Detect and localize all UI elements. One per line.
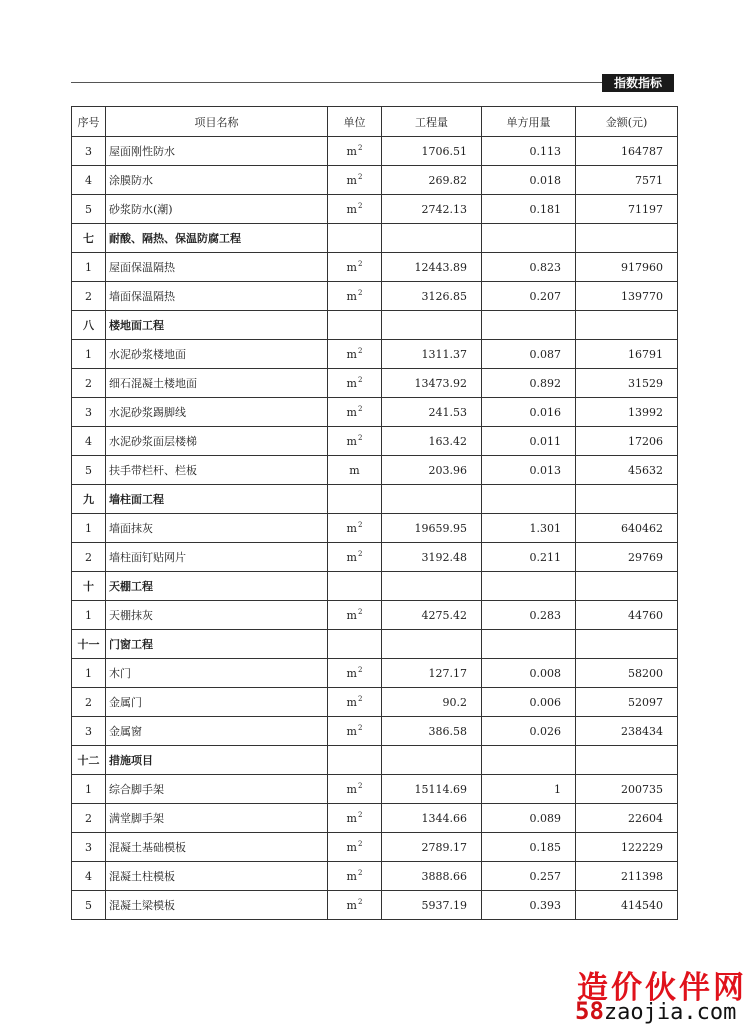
table-row bbox=[72, 804, 678, 833]
row-seq: 2 bbox=[72, 804, 106, 833]
unit-symbol: m bbox=[346, 812, 357, 825]
row-unit-usage: 0.087 bbox=[482, 340, 576, 369]
row-unit-usage: 0.006 bbox=[482, 688, 576, 717]
row-unit bbox=[328, 427, 382, 456]
row-seq: 5 bbox=[72, 891, 106, 920]
empty-cell bbox=[482, 224, 576, 253]
row-item-name: 混凝土梁模板 bbox=[106, 891, 328, 920]
unit-exponent: 2 bbox=[357, 144, 363, 152]
row-unit bbox=[328, 340, 382, 369]
section-title: 墙柱面工程 bbox=[106, 485, 328, 514]
row-amount: 22604 bbox=[576, 804, 678, 833]
unit-symbol: m bbox=[346, 841, 357, 854]
row-item-name: 木门 bbox=[106, 659, 328, 688]
table-row bbox=[72, 891, 678, 920]
header-rule bbox=[71, 82, 674, 83]
watermark-url bbox=[575, 997, 736, 1025]
row-unit-usage: 0.016 bbox=[482, 398, 576, 427]
row-seq: 3 bbox=[72, 717, 106, 746]
empty-cell bbox=[382, 485, 482, 514]
row-unit bbox=[328, 804, 382, 833]
table-row bbox=[72, 862, 678, 891]
empty-cell bbox=[482, 630, 576, 659]
empty-cell bbox=[328, 746, 382, 775]
row-item-name: 涂膜防水 bbox=[106, 166, 328, 195]
row-item-name: 综合脚手架 bbox=[106, 775, 328, 804]
row-quantity: 127.17 bbox=[382, 659, 482, 688]
row-quantity: 386.58 bbox=[382, 717, 482, 746]
row-unit-usage: 0.207 bbox=[482, 282, 576, 311]
row-seq: 2 bbox=[72, 369, 106, 398]
empty-cell bbox=[328, 572, 382, 601]
row-item-name: 墙柱面钉贴网片 bbox=[106, 543, 328, 572]
row-unit-usage: 0.011 bbox=[482, 427, 576, 456]
empty-cell bbox=[328, 224, 382, 253]
row-unit bbox=[328, 137, 382, 166]
row-unit-usage: 0.008 bbox=[482, 659, 576, 688]
section-row bbox=[72, 572, 678, 601]
section-row bbox=[72, 311, 678, 340]
empty-cell bbox=[482, 572, 576, 601]
col-header-unit-usage: 单方用量 bbox=[482, 107, 576, 137]
row-amount: 414540 bbox=[576, 891, 678, 920]
row-unit-usage: 0.892 bbox=[482, 369, 576, 398]
row-amount: 16791 bbox=[576, 340, 678, 369]
section-number: 九 bbox=[72, 485, 106, 514]
unit-symbol: m bbox=[346, 145, 357, 158]
section-number: 十 bbox=[72, 572, 106, 601]
row-item-name: 屋面刚性防水 bbox=[106, 137, 328, 166]
row-quantity: 3126.85 bbox=[382, 282, 482, 311]
row-amount: 211398 bbox=[576, 862, 678, 891]
unit-symbol: m bbox=[346, 551, 357, 564]
row-unit-usage: 0.013 bbox=[482, 456, 576, 485]
row-quantity: 15114.69 bbox=[382, 775, 482, 804]
row-quantity: 269.82 bbox=[382, 166, 482, 195]
row-seq: 2 bbox=[72, 282, 106, 311]
row-unit bbox=[328, 862, 382, 891]
table-header-row bbox=[72, 107, 678, 137]
row-unit bbox=[328, 369, 382, 398]
row-quantity: 5937.19 bbox=[382, 891, 482, 920]
section-row bbox=[72, 630, 678, 659]
unit-symbol: m bbox=[346, 696, 357, 709]
row-unit-usage: 0.823 bbox=[482, 253, 576, 282]
unit-symbol: m bbox=[346, 609, 357, 622]
row-amount: 31529 bbox=[576, 369, 678, 398]
unit-exponent: 2 bbox=[357, 840, 363, 848]
section-number: 七 bbox=[72, 224, 106, 253]
unit-symbol: m bbox=[349, 463, 360, 477]
row-item-name: 天棚抹灰 bbox=[106, 601, 328, 630]
table-row bbox=[72, 659, 678, 688]
table-row bbox=[72, 282, 678, 311]
table-body bbox=[72, 137, 678, 920]
unit-exponent: 2 bbox=[357, 434, 363, 442]
unit-symbol: m bbox=[346, 667, 357, 680]
unit-exponent: 2 bbox=[357, 405, 363, 413]
unit-exponent: 2 bbox=[357, 898, 363, 906]
row-quantity: 90.2 bbox=[382, 688, 482, 717]
row-quantity: 12443.89 bbox=[382, 253, 482, 282]
row-unit-usage: 0.211 bbox=[482, 543, 576, 572]
unit-exponent: 2 bbox=[357, 695, 363, 703]
row-unit-usage: 0.089 bbox=[482, 804, 576, 833]
empty-cell bbox=[482, 746, 576, 775]
table-row bbox=[72, 456, 678, 485]
section-row bbox=[72, 224, 678, 253]
row-seq: 3 bbox=[72, 137, 106, 166]
row-quantity: 1344.66 bbox=[382, 804, 482, 833]
row-amount: 200735 bbox=[576, 775, 678, 804]
row-seq: 3 bbox=[72, 833, 106, 862]
row-unit bbox=[328, 166, 382, 195]
row-seq: 1 bbox=[72, 514, 106, 543]
row-unit bbox=[328, 601, 382, 630]
empty-cell bbox=[382, 630, 482, 659]
row-amount: 139770 bbox=[576, 282, 678, 311]
row-amount: 45632 bbox=[576, 456, 678, 485]
row-unit bbox=[328, 659, 382, 688]
row-item-name: 水泥砂浆面层楼梯 bbox=[106, 427, 328, 456]
row-item-name: 水泥砂浆楼地面 bbox=[106, 340, 328, 369]
empty-cell bbox=[382, 311, 482, 340]
row-item-name: 墙面保温隔热 bbox=[106, 282, 328, 311]
row-item-name: 金属门 bbox=[106, 688, 328, 717]
empty-cell bbox=[328, 485, 382, 514]
row-unit-usage: 0.113 bbox=[482, 137, 576, 166]
empty-cell bbox=[576, 224, 678, 253]
row-amount: 238434 bbox=[576, 717, 678, 746]
row-seq: 1 bbox=[72, 253, 106, 282]
index-table bbox=[71, 106, 678, 920]
row-unit bbox=[328, 514, 382, 543]
row-item-name: 混凝土基础模板 bbox=[106, 833, 328, 862]
row-seq: 3 bbox=[72, 398, 106, 427]
section-title: 天棚工程 bbox=[106, 572, 328, 601]
row-unit bbox=[328, 891, 382, 920]
empty-cell bbox=[328, 630, 382, 659]
row-unit bbox=[328, 253, 382, 282]
row-item-name: 满堂脚手架 bbox=[106, 804, 328, 833]
row-quantity: 1311.37 bbox=[382, 340, 482, 369]
table-row bbox=[72, 137, 678, 166]
unit-symbol: m bbox=[346, 522, 357, 535]
empty-cell bbox=[576, 572, 678, 601]
empty-cell bbox=[382, 746, 482, 775]
table-row bbox=[72, 369, 678, 398]
row-quantity: 19659.95 bbox=[382, 514, 482, 543]
row-seq: 2 bbox=[72, 688, 106, 717]
row-amount: 917960 bbox=[576, 253, 678, 282]
row-seq: 4 bbox=[72, 427, 106, 456]
row-amount: 71197 bbox=[576, 195, 678, 224]
row-seq: 1 bbox=[72, 659, 106, 688]
row-amount: 122229 bbox=[576, 833, 678, 862]
col-header-amount: 金额(元) bbox=[576, 107, 678, 137]
row-unit-usage: 0.026 bbox=[482, 717, 576, 746]
row-seq: 2 bbox=[72, 543, 106, 572]
col-header-seq: 序号 bbox=[72, 107, 106, 137]
row-seq: 1 bbox=[72, 775, 106, 804]
row-amount: 52097 bbox=[576, 688, 678, 717]
row-item-name: 墙面抹灰 bbox=[106, 514, 328, 543]
row-item-name: 砂浆防水(潮) bbox=[106, 195, 328, 224]
col-header-quantity: 工程量 bbox=[382, 107, 482, 137]
row-unit-usage: 0.257 bbox=[482, 862, 576, 891]
section-badge: 指数指标 bbox=[602, 74, 674, 92]
unit-symbol: m bbox=[346, 899, 357, 912]
table-row bbox=[72, 717, 678, 746]
row-amount: 7571 bbox=[576, 166, 678, 195]
row-quantity: 4275.42 bbox=[382, 601, 482, 630]
row-seq: 1 bbox=[72, 601, 106, 630]
row-amount: 17206 bbox=[576, 427, 678, 456]
unit-exponent: 2 bbox=[357, 782, 363, 790]
unit-symbol: m bbox=[346, 348, 357, 361]
row-quantity: 203.96 bbox=[382, 456, 482, 485]
row-unit bbox=[328, 775, 382, 804]
empty-cell bbox=[576, 746, 678, 775]
table-row bbox=[72, 427, 678, 456]
unit-symbol: m bbox=[346, 261, 357, 274]
empty-cell bbox=[382, 572, 482, 601]
watermark-url-rest: zaojia.com bbox=[603, 1000, 737, 1025]
row-unit bbox=[328, 717, 382, 746]
unit-exponent: 2 bbox=[357, 521, 363, 529]
watermark-logo-text: 造价伙伴网 bbox=[577, 970, 747, 1006]
row-item-name: 屋面保温隔热 bbox=[106, 253, 328, 282]
table-row bbox=[72, 253, 678, 282]
empty-cell bbox=[482, 311, 576, 340]
section-number: 十二 bbox=[72, 746, 106, 775]
section-title: 门窗工程 bbox=[106, 630, 328, 659]
unit-symbol: m bbox=[346, 870, 357, 883]
empty-cell bbox=[328, 311, 382, 340]
row-amount: 29769 bbox=[576, 543, 678, 572]
empty-cell bbox=[382, 224, 482, 253]
row-quantity: 163.42 bbox=[382, 427, 482, 456]
unit-symbol: m bbox=[346, 290, 357, 303]
section-title: 耐酸、隔热、保温防腐工程 bbox=[106, 224, 328, 253]
row-item-name: 扶手带栏杆、栏板 bbox=[106, 456, 328, 485]
unit-symbol: m bbox=[346, 203, 357, 216]
unit-exponent: 2 bbox=[357, 550, 363, 558]
section-title: 措施项目 bbox=[106, 746, 328, 775]
empty-cell bbox=[482, 485, 576, 514]
row-quantity: 1706.51 bbox=[382, 137, 482, 166]
unit-symbol: m bbox=[346, 406, 357, 419]
empty-cell bbox=[576, 630, 678, 659]
row-unit bbox=[328, 398, 382, 427]
row-seq: 1 bbox=[72, 340, 106, 369]
table-row bbox=[72, 601, 678, 630]
table-row bbox=[72, 543, 678, 572]
unit-exponent: 2 bbox=[357, 666, 363, 674]
row-quantity: 3888.66 bbox=[382, 862, 482, 891]
row-unit-usage: 1.301 bbox=[482, 514, 576, 543]
unit-exponent: 2 bbox=[357, 289, 363, 297]
unit-exponent: 2 bbox=[357, 376, 363, 384]
row-quantity: 3192.48 bbox=[382, 543, 482, 572]
row-amount: 640462 bbox=[576, 514, 678, 543]
col-header-name: 项目名称 bbox=[106, 107, 328, 137]
unit-exponent: 2 bbox=[357, 608, 363, 616]
unit-exponent: 2 bbox=[357, 724, 363, 732]
row-seq: 5 bbox=[72, 195, 106, 224]
row-amount: 13992 bbox=[576, 398, 678, 427]
row-item-name: 金属窗 bbox=[106, 717, 328, 746]
row-unit-usage: 1 bbox=[482, 775, 576, 804]
table-row bbox=[72, 398, 678, 427]
row-quantity: 2789.17 bbox=[382, 833, 482, 862]
table-row bbox=[72, 195, 678, 224]
row-unit-usage: 0.018 bbox=[482, 166, 576, 195]
unit-exponent: 2 bbox=[357, 811, 363, 819]
row-seq: 4 bbox=[72, 166, 106, 195]
table-row bbox=[72, 775, 678, 804]
row-quantity: 241.53 bbox=[382, 398, 482, 427]
section-number: 八 bbox=[72, 311, 106, 340]
unit-symbol: m bbox=[346, 435, 357, 448]
row-unit-usage: 0.283 bbox=[482, 601, 576, 630]
watermark-url-lead: 58 bbox=[575, 997, 604, 1025]
row-amount: 164787 bbox=[576, 137, 678, 166]
row-quantity: 2742.13 bbox=[382, 195, 482, 224]
table-row bbox=[72, 166, 678, 195]
table-row bbox=[72, 833, 678, 862]
unit-exponent: 2 bbox=[357, 869, 363, 877]
row-amount: 58200 bbox=[576, 659, 678, 688]
table-row bbox=[72, 688, 678, 717]
row-item-name: 水泥砂浆踢脚线 bbox=[106, 398, 328, 427]
row-item-name: 混凝土柱模板 bbox=[106, 862, 328, 891]
empty-cell bbox=[576, 311, 678, 340]
row-unit bbox=[328, 688, 382, 717]
section-row bbox=[72, 746, 678, 775]
row-seq: 4 bbox=[72, 862, 106, 891]
row-unit-usage: 0.393 bbox=[482, 891, 576, 920]
row-unit-usage: 0.185 bbox=[482, 833, 576, 862]
row-unit-usage: 0.181 bbox=[482, 195, 576, 224]
unit-exponent: 2 bbox=[357, 347, 363, 355]
row-unit bbox=[328, 195, 382, 224]
table-row bbox=[72, 340, 678, 369]
unit-exponent: 2 bbox=[357, 202, 363, 210]
unit-symbol: m bbox=[346, 377, 357, 390]
empty-cell bbox=[576, 485, 678, 514]
unit-symbol: m bbox=[346, 174, 357, 187]
unit-exponent: 2 bbox=[357, 260, 363, 268]
unit-symbol: m bbox=[346, 783, 357, 796]
table-row bbox=[72, 514, 678, 543]
row-seq: 5 bbox=[72, 456, 106, 485]
row-unit bbox=[328, 456, 382, 485]
section-row bbox=[72, 485, 678, 514]
col-header-unit: 单位 bbox=[328, 107, 382, 137]
row-item-name: 细石混凝土楼地面 bbox=[106, 369, 328, 398]
row-unit bbox=[328, 282, 382, 311]
unit-symbol: m bbox=[346, 725, 357, 738]
row-unit bbox=[328, 543, 382, 572]
section-number: 十一 bbox=[72, 630, 106, 659]
unit-exponent: 2 bbox=[357, 173, 363, 181]
section-title: 楼地面工程 bbox=[106, 311, 328, 340]
row-unit bbox=[328, 833, 382, 862]
row-amount: 44760 bbox=[576, 601, 678, 630]
row-quantity: 13473.92 bbox=[382, 369, 482, 398]
